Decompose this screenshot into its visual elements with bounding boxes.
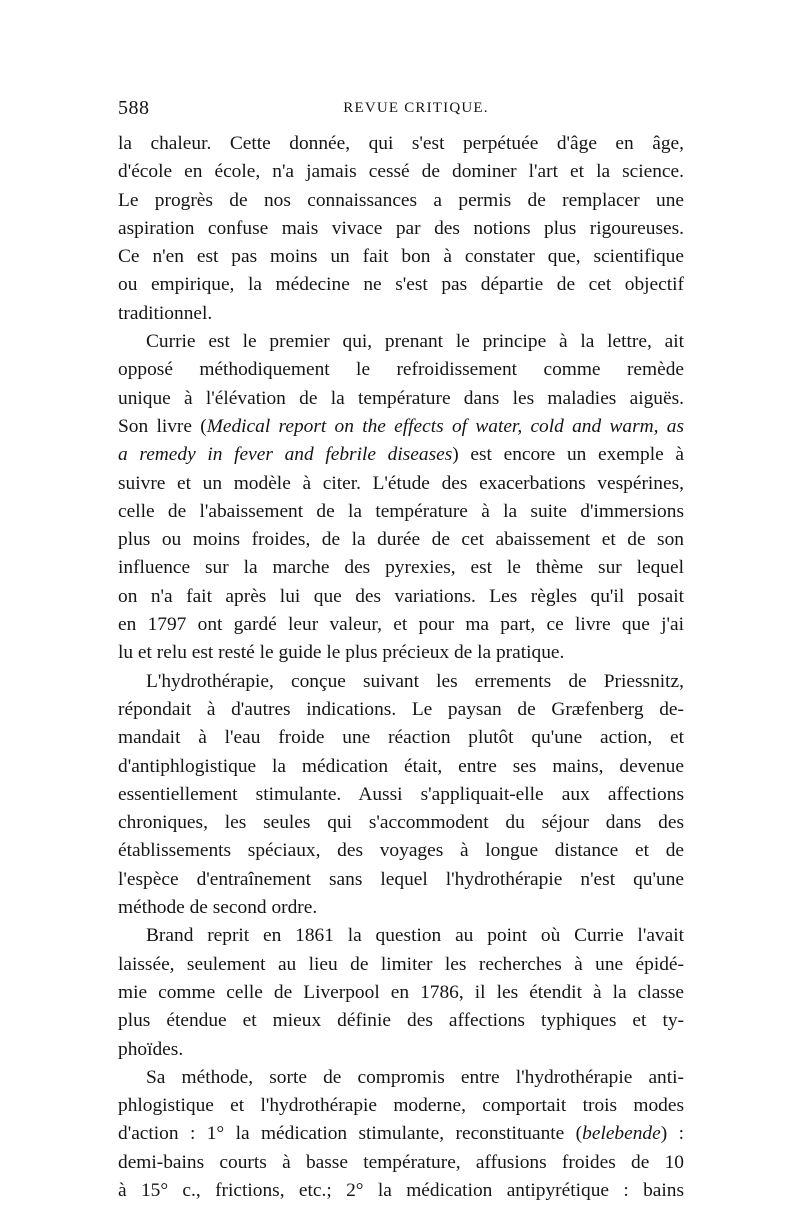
text-line: suivre et un modèle à citer. L'étude des exacerbations vespérines,: [118, 472, 684, 494]
text-line: aspiration confuse mais vivace par des notions plus rigoureuses.: [118, 217, 684, 239]
page-number: 588: [118, 97, 150, 119]
text-line: méthode de second ordre.: [118, 897, 318, 919]
text-line: plus ou moins froides, de la durée de cet abaissement et de son: [118, 529, 684, 551]
text-line: répondait à d'autres indications. Le paysan de Græfenberg de-: [118, 698, 684, 720]
text-line: on n'a fait après lui que des variations. Les règles qu'il posait: [118, 585, 684, 607]
text-line: Ce n'en est pas moins un fait bon à constater que, scientifique: [118, 246, 684, 268]
text-line: plus étendue et mieux définie des affections typhiques et ty-: [118, 1010, 684, 1032]
book-title-italic: Medical report on the effects of water, cold and warm, as: [206, 415, 684, 437]
text-line: L'hydrothérapie, conçue suivant les errements de Priessnitz,: [146, 670, 684, 692]
paragraph-4: [118, 922, 684, 1063]
text-line: celle de l'abaissement de la température à la suite d'immersions: [118, 500, 684, 522]
text-line: phoïdes.: [118, 1038, 184, 1060]
text-line: à 15° c., frictions, etc.; 2° la médication antipyrétique : bains: [118, 1179, 684, 1201]
text-line: d'école en école, n'a jamais cessé de dominer l'art et la science.: [118, 161, 684, 183]
text-line: influence sur la marche des pyrexies, est le thème sur lequel: [118, 557, 684, 579]
body-text: [118, 130, 684, 1205]
text-line: opposé méthodiquement le refroidissement comme remède: [118, 359, 684, 381]
page-header: [118, 97, 684, 123]
text-line: en 1797 ont gardé leur valeur, et pour ma part, ce livre que j'ai: [118, 614, 684, 636]
text-line: d'antiphlogistique la médication était, entre ses mains, devenue: [118, 755, 684, 777]
text-line: mandait à l'eau froide une réaction plutôt qu'une action, et: [118, 727, 684, 749]
paragraph-2: [118, 328, 684, 668]
text-line: demi-bains courts à basse température, affusions froides de 10: [118, 1151, 684, 1173]
paragraph-5: [118, 1064, 684, 1205]
text-line: unique à l'élévation de la température dans les maladies aiguës.: [118, 387, 684, 409]
text-line: l'espèce d'entraînement sans lequel l'hydrothérapie n'est qu'une: [118, 868, 684, 890]
text-line: mie comme celle de Liverpool en 1786, il les étendit à la classe: [118, 981, 684, 1003]
book-title-italic: a remedy in fever and febrile diseases: [118, 444, 453, 466]
text-line: Currie est le premier qui, prenant le principe à la lettre, ait: [146, 331, 684, 353]
german-term-italic: belebende: [582, 1123, 661, 1145]
text-line: Son livre (Medical report on the effects of water, cold and warm, as: [118, 415, 684, 437]
running-title: REVUE CRITIQUE.: [343, 100, 489, 116]
text-line: Le progrès de nos connaissances a permis de remplacer une: [118, 189, 684, 211]
text-line: chroniques, les seules qui s'accommodent du séjour dans des: [118, 812, 684, 834]
text-line: laissée, seulement au lieu de limiter les recherches à une épidé-: [118, 953, 684, 975]
text-line: traditionnel.: [118, 302, 213, 324]
text-line: la chaleur. Cette donnée, qui s'est perpétuée d'âge en âge,: [118, 133, 684, 154]
paragraph-3: [118, 668, 684, 923]
text-line: a remedy in fever and febrile diseases) est encore un exemple à: [118, 444, 684, 466]
text-line: lu et relu est resté le guide le plus précieux de la pratique.: [118, 642, 565, 664]
paragraph-1: [118, 130, 684, 328]
text-line: phlogistique et l'hydrothérapie moderne, comportait trois modes: [118, 1095, 684, 1117]
text-line: Sa méthode, sorte de compromis entre l'hydrothérapie anti-: [146, 1066, 684, 1088]
text-line: d'action : 1° la médication stimulante, reconstituante (belebende) :: [118, 1123, 684, 1145]
text-line: ou empirique, la médecine ne s'est pas départie de cet objectif: [118, 274, 684, 296]
text-line: Brand reprit en 1861 la question au point où Currie l'avait: [146, 925, 684, 947]
text-line: établissements spéciaux, des voyages à longue distance et de: [118, 840, 684, 862]
text-line: essentiellement stimulante. Aussi s'appliquait-elle aux affections: [118, 783, 684, 805]
